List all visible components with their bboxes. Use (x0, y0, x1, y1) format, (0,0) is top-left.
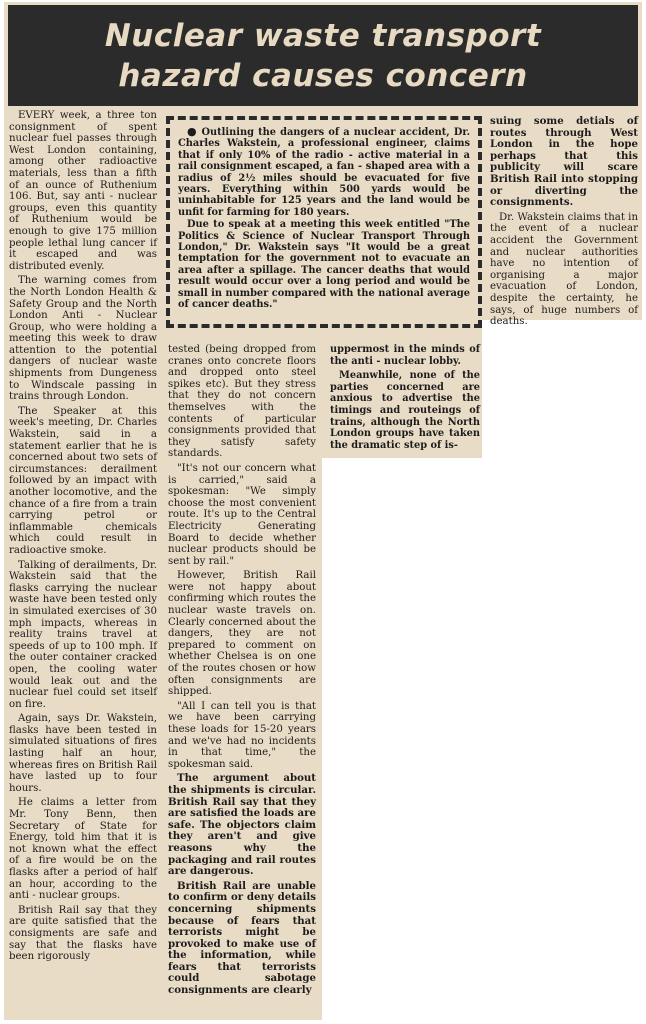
paragraph: EVERY week, a three ton consignment of spent nuclear fuel passes through West London containing, among other radioactive materials, less than a fifth of an ounce of Ruthenium 106. But, say anti - nuclear groups, even this quantity of Ruthenium would be enough to give 175 million people lethal lung cancer if it escaped and was distributed evenly. (9, 110, 157, 272)
headline-banner (8, 5, 638, 106)
paragraph: suing some detials of routes through West London in the hope perhaps that this publicity will scare British Rail into stopping or diverting the consignments. (490, 115, 638, 209)
paragraph: "It's not our concern what is carried," said a spokesman: "We simply choose the most convenient route. It's up to the Central Electricity Generating Board to decide whether nuclear products should be sent by rail." (168, 462, 316, 567)
paragraph: "All I can tell you is that we have been carrying these loads for 15-20 years and we've had no incidents in that time," the spokesman said. (168, 700, 316, 770)
paragraph: Talking of derailments, Dr. Wakstein said that the flasks carrying the nuclear waste have been tested only in simulated exercises of 30 mph impacts, whereas in reality trains travel at speeds of up to 100 mph. If the outer container cracked open, the cooling water would leak out and the nuclear fuel could set itself on fire. (9, 559, 157, 710)
headline-line-1: Nuclear waste transport (104, 17, 542, 54)
paragraph: Dr. Wakstein claims that in the event of a nuclear accident the Government and nuclear authorities have no intention of organising a major evacuation of London, despite the certainty, he says, of huge numbers of deaths. (490, 211, 638, 328)
article-column-2 (168, 344, 316, 1000)
paragraph: British Rail say that they are quite satisfied that the consigments are safe and say that the flasks have been rigorously (9, 904, 157, 963)
paragraph: The warning comes from the North London Health & Safety Group and the North London Anti - Nuclear Group, who were holding a meeting this week to draw attention to the potential dangers of nuclear waste shipments from Dungeness to Windscale passing in trains through London. (9, 275, 157, 403)
paragraph: uppermost in the minds of the anti - nuclear lobby. (330, 344, 480, 367)
paragraph: tested (being dropped from cranes onto concrete floors and dropped onto steel spikes etc). But they stress that they do not concern themselves with the contents of particular consignments provided that they satisfy safety standards. (168, 344, 316, 460)
bullet-icon: ● (187, 125, 198, 138)
paragraph: Again, says Dr. Wakstein, flasks have been tested in simulated situations of fires lasting half an hour, whereas fires on British Rail have lasted up to four hours. (9, 713, 157, 794)
article-column-1 (9, 110, 157, 966)
pull-quote-paragraph-2: Due to speak at a meeting this week entitled "The Politics & Science of Nuclear Transport Through London," Dr. Wakstein says "It would be a great temptation for the government not to evacuate an area after a spillage. The cancer deaths that would result would occur over a long period and would be small in number compared with the national average of cancer deaths." (178, 219, 470, 311)
paragraph: He claims a letter from Mr. Tony Benn, then Secretary of State for Energy, told him that it is not known what the effect of a fire would be on the flasks after a period of half an hour, according to the anti - nuclear groups. (9, 797, 157, 902)
paragraph: British Rail are unable to confirm or deny details concerning shipments because of fears that terrorists might be provoked to make use of the information, while fears that terrorists could sabotage consignments are clearly (168, 879, 316, 997)
pull-quote-paragraph-1 (178, 126, 470, 218)
paragraph: Meanwhile, none of the parties concerned are anxious to advertise the timings and routeings of trains, although the North London groups have taken the dramatic step of is- (330, 370, 480, 451)
article-column-3 (330, 344, 480, 454)
headline-line-2: hazard causes concern (118, 57, 528, 94)
paragraph: The Speaker at this week's meeting, Dr. Charles Wakstein, said in a statement earlier that he is concerned about two sets of circumstances: derailment followed by an impact with another locomotive, and the chance of a fire from a train carrying petrol or inflammable chemicals which could result in radioactive smoke. (9, 405, 157, 556)
paragraph: However, British Rail were not happy about confirming which routes the nuclear waste travels on. Clearly concerned about the dangers, they are not prepared to comment on whether Chelsea is on one of the routes chosen or how often consignments are shipped. (168, 570, 316, 698)
pull-quote-box (166, 116, 482, 328)
pull-quote-text-1: Outlining the dangers of a nuclear accident, Dr. Charles Wakstein, a professional engineer, claims that if only 10% of the radio - active material in a rail consignment escaped, a fan - shaped area with a radius of 2½ miles should be evacuated for five years. Everything within 500 yards would be uninhabitable for 125 years and the land would be unfit for farming for 180 years. (178, 127, 470, 218)
paragraph: The argument about the shipments is circular. British Rail say that they are satisfied the loads are safe. The objectors claim they aren't and give reasons why the packaging and rail routes are dangerous. (168, 772, 316, 878)
article-column-4 (490, 116, 638, 331)
